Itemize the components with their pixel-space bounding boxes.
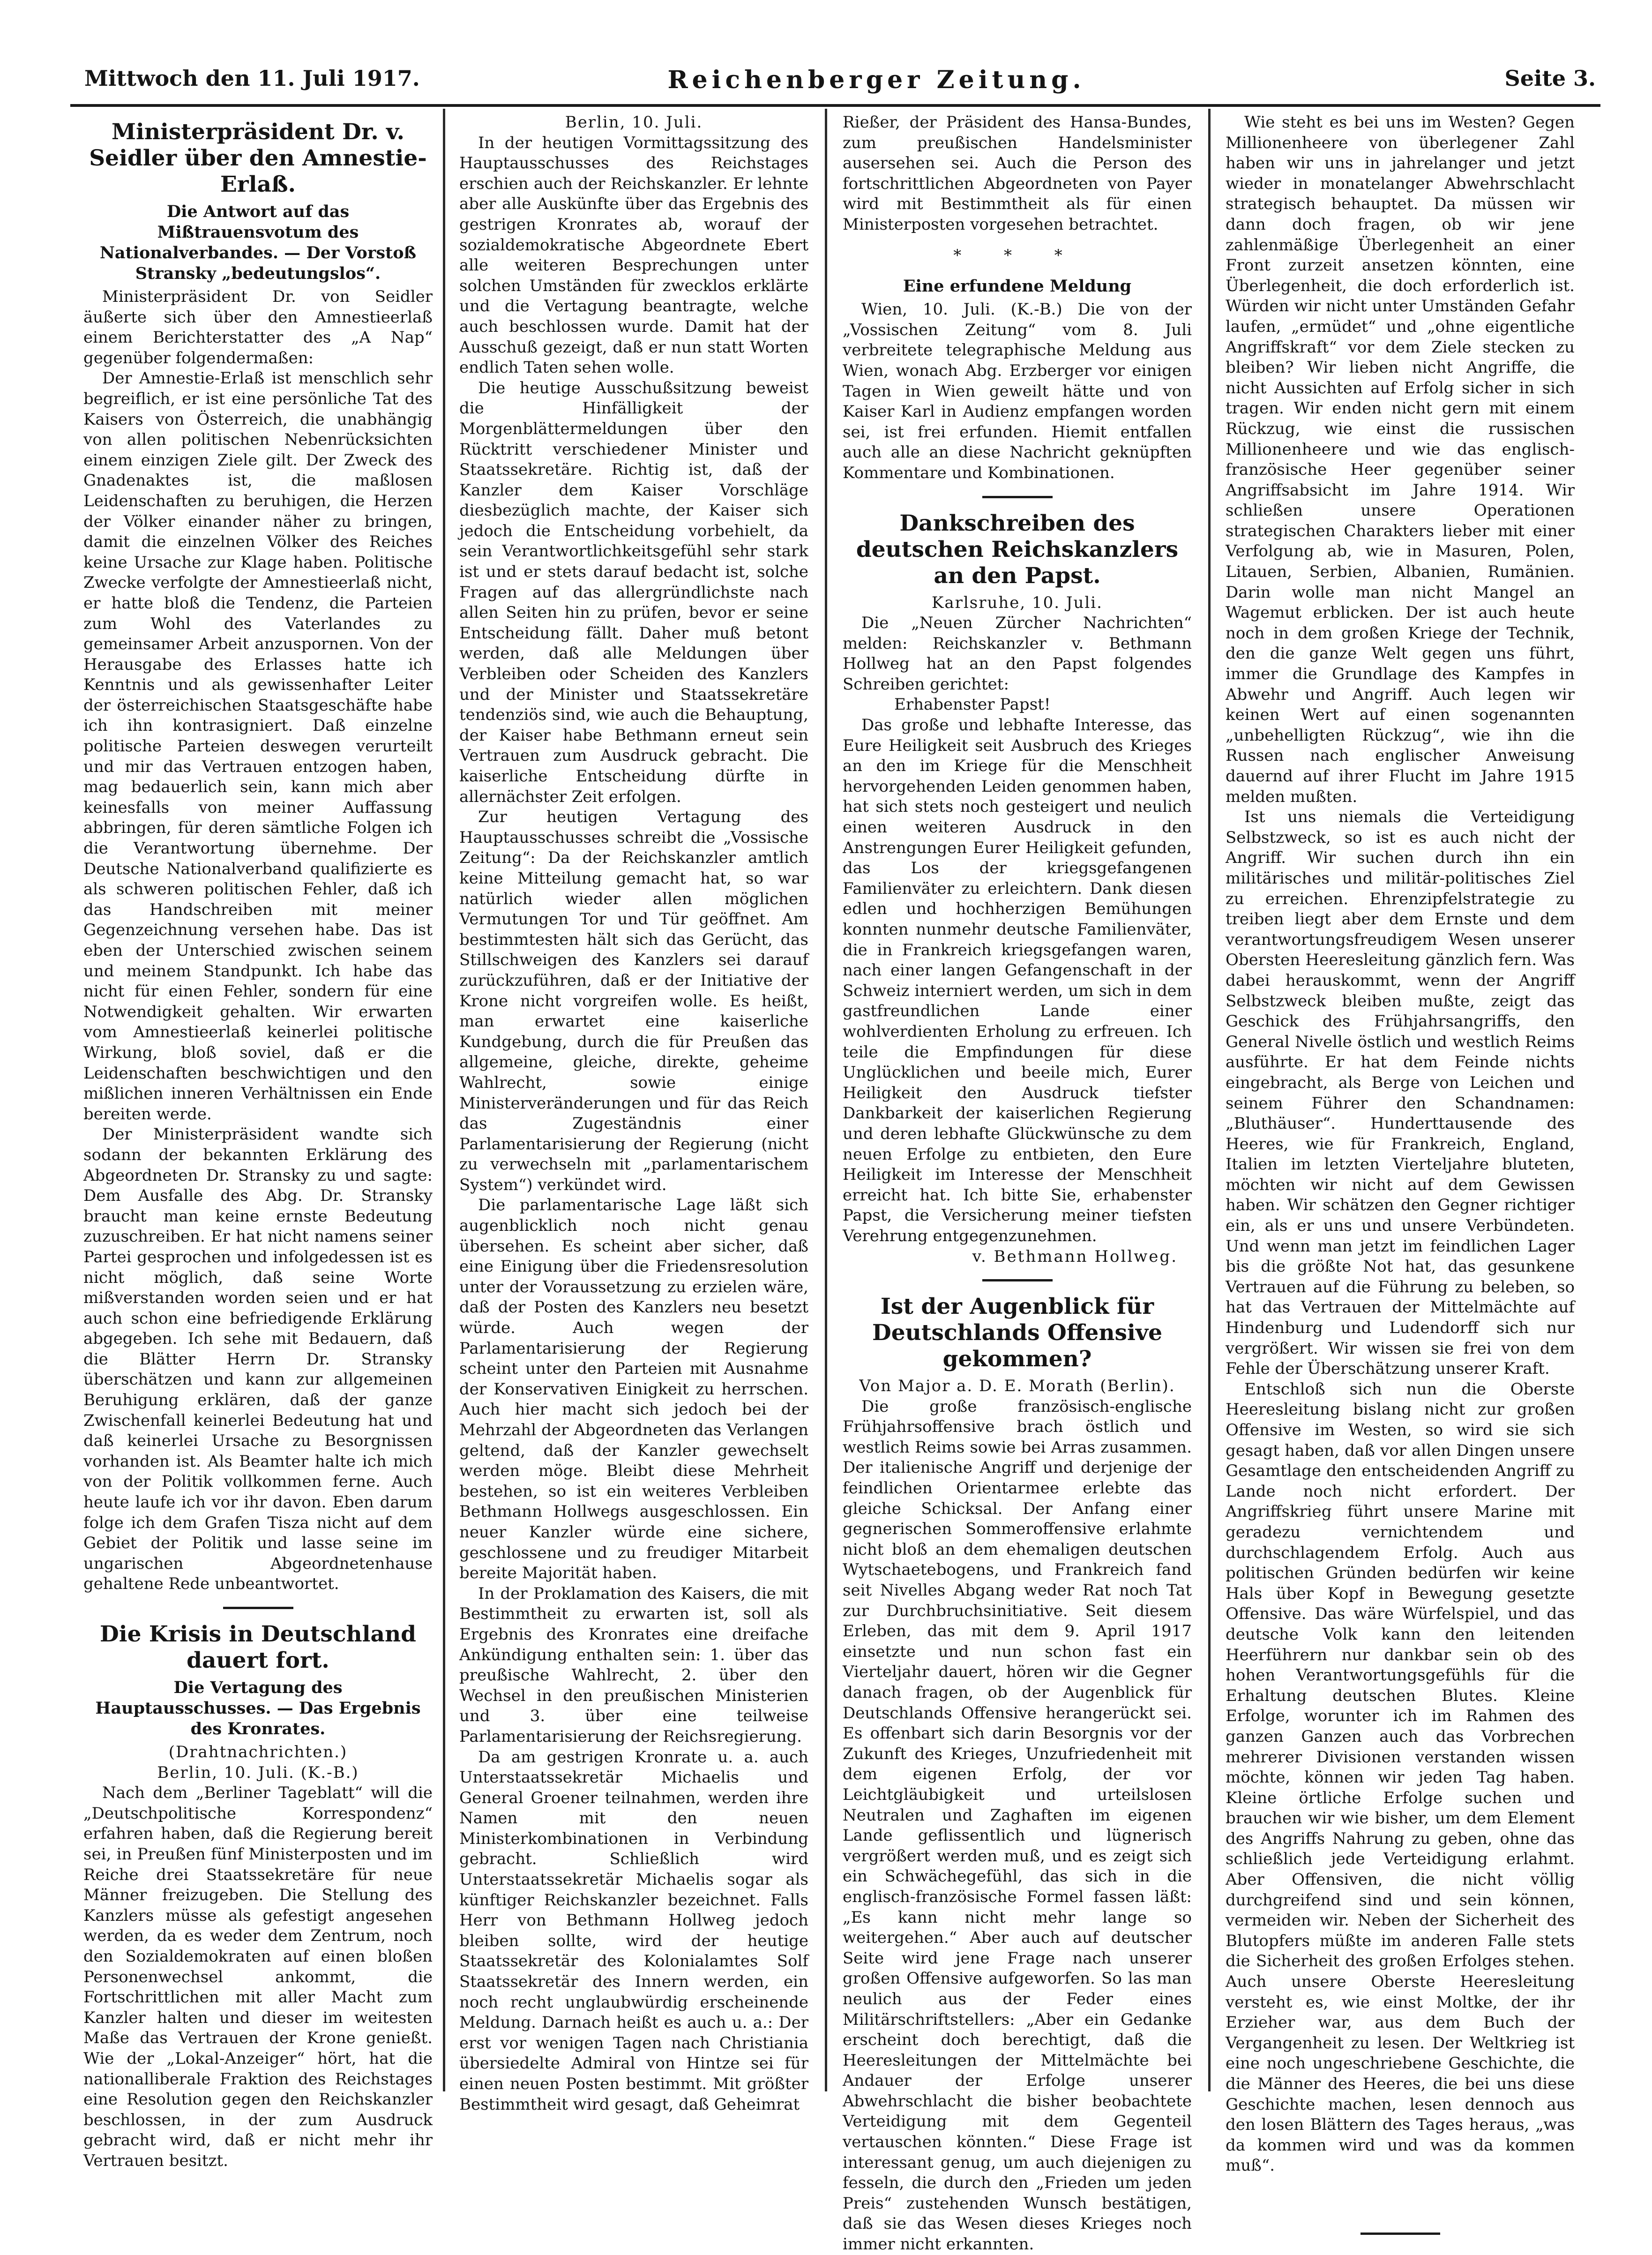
section-stars: * * * <box>953 246 1081 265</box>
masthead <box>70 66 1600 108</box>
article-paragraph: In der heutigen Vormittagssitzung des Hauptausschusses des Reichstages erschien auch der Reichskanzler. Er lehnte aber alle Auskünfte über das Ergebnis des gestrigen Kronrates ab, worauf der sozialdemokratische Abgeordnete Ebert alle weiteren Besprechungen unter solchen Umständen für zwecklos erklärte und die Vertagung beantragte, welche auch beschlossen wurde. Damit hat der Ausschuß gezeigt, daß er nun statt Worten endlich Taten sehen wolle. <box>459 133 808 377</box>
article-headline: Die Krisis in Deutschland dauert fort. <box>99 1621 416 1673</box>
article-paragraph: Die „Neuen Zürcher Nachrichten“ melden: Reichskanzler v. Bethmann Hollweg hat an den Papst folgendes Schreiben gerichtet: <box>843 614 1192 694</box>
article-headline: Dankschreiben des deutschen Reichskanzlers an den Papst. <box>856 510 1179 589</box>
article-paragraph: Der Amnestie-Erlaß ist menschlich sehr begreiflich, er ist eine persönliche Tat des Kaisers von Österreich, die unabhängig von allen politischen Nebenrücksichten einem einzigen Ziele gilt. Der Zweck des Gnadenaktes ist, die maßlosen Leidenschaften zu beruhigen, die Herzen der Völker einander näher zu bringen, damit die einzelnen Völker des Reiches keine Ursache zur Klage haben. Politische Zwecke verfolgte der Amnestieerlaß nicht, er hatte bloß die Tendenz, die Parteien zum Wohl des Vaterlandes zu gemeinsamer Arbeit anzuspornen. Von der Herausgabe des Erlasses hatte ich Kenntnis und als gewissenhafter Leiter der österreichischen Staatsgeschäfte habe ich ihn kontrasigniert. Daß einzelne politische Parteien deswegen verurteilt und mir das Vertrauen entzogen haben, mag bedauerlich sein, kann mich aber keinesfalls von meiner Auffassung abbringen, für deren sämtliche Folgen ich die Verantwortung übernehme. Der Deutsche Nationalverband qualifizierte es als schweren politischen Fehler, daß ich das Handschreiben mit meiner Gegenzeichnung versehen habe. Das ist eben der Unterschied zwischen seinem und meinem Standpunkt. Ich habe das nicht für einen Fehler, sondern für eine Notwendigkeit gehalten. Wir erwarten vom Amnestieerlaß keinerlei politische Wirkung, bloß soviel, daß er die Leidenschaften beschwichtigen und den mißlichen inneren Verhältnissen ein Ende bereiten werde. <box>83 369 433 1124</box>
issue-date: Mittwoch den 11. Juli 1917. <box>84 66 420 91</box>
article-separator <box>982 1279 1053 1281</box>
article-end-rule <box>1360 2233 1440 2235</box>
article-paragraph: Die parlamentarische Lage läßt sich augenblicklich noch nicht genau übersehen. Es scheint aber sicher, daß eine Einigung über die Friedensresolution unter der Voraussetzung zu erzielen wäre, daß der Posten des Kanzlers neu besetzt würde. Auch wegen der Parlamentarisierung der Regierung scheint unter den Parteien mit Ausnahme der Konservativen Einigkeit zu herrschen. Auch hier macht sich jedoch bei der Mehrzahl der Abgeordneten das Verlangen geltend, daß der Kanzler gewechselt werden möge. Bleibt diese Mehrheit bestehen, so ist ein weiteres Verbleiben Bethmann Hollwegs ausgeschlossen. Ein neuer Kanzler würde eine sichere, geschlossene und zu freudiger Mitarbeit bereite Majorität haben. <box>459 1196 808 1583</box>
article-paragraph: Wie steht es bei uns im Westen? Gegen Millionenheere von überlegener Zahl haben wir uns in jahrelanger und jetzt wieder in monatelanger Abwehrschlacht strategisch behauptet. Da müssen wir dann doch fragen, ob wir jene zahlenmäßige Überlegenheit an einer Front zurzeit ansetzen könnten, eine Überlegenheit, die doch erforderlich ist. Würden wir nicht unter Umständen Gefahr laufen, „ermüdet“ und „ohne eigentliche Angriffskraft“ vor dem Ziele stecken zu bleiben? Wir lieben nicht Angriffe, die nicht Aussichten auf Erfolg sicher in sich tragen. Wir enden nicht gern mit einem Rückzug, wie einst die russischen Millionenheere und wie das englisch-französische Heer gegenüber seiner Angriffsabsicht im Jahre 1914. Wir schließen unsere Operationen strategischen Charakters lieber mit einer Verfolgung ab, wie in Masuren, Polen, Litauen, Serbien, Albanien, Rumänien. Darin wolle man nicht Mangel an Wagemut erblicken. Der ist auch heute noch in dem großen Kriege der Technik, den die ganze Welt gegen uns führt, immer die Grundlage des Kampfes in Abwehr und Angriff. Auch legen wir keinen Wert auf einen sogenannten „unbehelligten Rückzug“, wie ihn die Russen nach englischer Anweisung dauernd auf ihrer Flucht im Jahre 1915 melden mußten. <box>1226 113 1575 806</box>
article-paragraph: Wien, 10. Juli. (K.-B.) Die von der „Vossischen Zeitung“ vom 8. Juli verbreitete telegraphische Meldung aus Wien, wonach Abg. Erzberger vor einigen Tagen in Wien geweilt hätte und von Kaiser Karl in Audienz empfangen worden sei, ist frei erfunden. Hiemit entfallen auch alle an diese Nachricht geknüpften Kommentare und Kombinationen. <box>843 300 1192 482</box>
article-separator <box>982 496 1053 498</box>
article-subheadline: Die Antwort auf das Mißtrauensvotum des Nationalverbandes. — Der Vorstoß Stransky „bedeutungslos“. <box>99 202 417 283</box>
article-paragraph: Das große und lebhafte Interesse, das Eure Heiligkeit seit Ausbruch des Krieges an den im Kriege für die Menschheit hervorgehenden Leiden genommen haben, hat sich stets noch gesteigert und neulich einen weiteren Ausdruck in den Anstrengungen Eurer Heiligkeit gefunden, das Los der kriegsgefangenen Familienväter zu erleichtern. Dank diesen edlen und hochherzigen Bemühungen konnten nunmehr deutsche Familienväter, die in Frankreich kriegsgefangen waren, nach einer langen Gefangenschaft in der Schweiz interniert werden, um sich in dem gastfreundlichen Lande einer wohlverdienten Erholung zu erfreuen. Ich teile die Empfindungen für diese Unglücklichen und beeile mich, Eurer Heiligkeit den Ausdruck tiefster Dankbarkeit der kaiserlichen Regierung und deren lebhafte Glückwünsche zu dem neuen Erfolge zu entbieten, den Eure Heiligkeit im Interesse der Menschheit erreicht hat. Ich bitte Sie, erhabenster Papst, die Versicherung meiner tiefsten Verehrung entgegenzunehmen. <box>843 716 1192 1245</box>
wire-note: (Drahtnachrichten.) <box>168 1743 348 1761</box>
letter-signature: v. Bethmann Hollweg. <box>972 1247 1178 1266</box>
column-divider <box>825 109 827 2091</box>
page-number: Seite 3. <box>1504 66 1596 91</box>
article-paragraph: Die große französisch-englische Frühjahrsoffensive brach östlich und westlich Reims sowie bei Arras zusammen. Der italienische Angriff und derjenige der feindlichen Orientarmee erlebte das gleiche Schicksal. Der Anfang einer gegnerischen Sommeroffensive erlahmte nicht bloß an dem ehemaligen deutschen Wytschaetebogens, und Frankreich fand seit Nivelles Abgang weder Rat noch Tat zur Durchbruchsinitiative. Seit diesem Erleben, das mit dem 9. April 1917 einsetzte und nun schon fast ein Vierteljahr dauert, hören wir die Gegner danach fragen, ob der Augenblick für Deutschlands Offensive herangerückt sei. Es offenbart sich darin Besorgnis vor der Zukunft des Krieges, Unzufriedenheit mit dem eigenen Erfolg, der vor Leichtgläubigkeit und urteilslosen Neutralen und Zaghaften im eigenen Lande geflissentlich und lügnerisch vergrößert werden muß, und es zeigt sich ein Schwächegefühl, das sich in die englisch-französische Formel fassen läßt: „Es kann nicht mehr lange so weitergehen.“ Aber auch auf deutscher Seite wird jene Frage nach unserer großen Offensive aufgeworfen. So las man neulich aus der Feder eines Militärschriftstellers: „Aber ein Gedanke erscheint doch berechtigt, daß die Heeresleitungen der Mittelmächte bei Andauer der Erfolge unserer Abwehrschlacht die bisher beobachtete Verteidigung mit dem Gegenteil vertauschen könnten.“ Diese Frage ist interessant genug, um auch diejenigen zu fesseln, die durch den „Frieden um jeden Preis“ zustehenden Wunsch bestätigen, daß sie das Wesen dieses Krieges noch immer nicht erkannten. <box>843 1397 1192 2254</box>
article-headline: Ist der Augenblick für Deutschlands Offensive gekommen? <box>872 1294 1163 1372</box>
article-headline: Ministerpräsident Dr. v. Seidler über den Amnestie-Erlaß. <box>89 119 427 197</box>
article-paragraph: Ministerpräsident Dr. von Seidler äußerte sich über den Amnestieerlaß einem Berichterstatter des „A Nap“ gegenüber folgendermaßen: <box>83 287 433 367</box>
article-paragraph: Da am gestrigen Kronrate u. a. auch Unterstaatssekretär Michaelis und General Groener teilnahmen, werden ihre Namen mit den neuen Ministerkombinationen in Verbindung gebracht. Schließlich wird Unterstaatssekretär Michaelis sogar als künftiger Reichskanzler bezeichnet. Falls Herr von Bethmann Hollweg jedoch bleiben sollte, wird der heutige Staatssekretär des Kolonialamtes Solf Staatssekretär des Innern werden, ein noch recht unglaubwürdig erscheinende Meldung. Darnach heißt es auch u. a.: Der erst vor wenigen Tagen nach Christiania übersiedelte Admiral von Hintze sei für einen neuen Posten bestimmt. Mit größter Bestimmtheit wird gesagt, daß Geheimrat <box>459 1747 808 2114</box>
column-3 <box>843 112 1192 2255</box>
article-author: Von Major a. D. E. Morath (Berlin). <box>859 1377 1175 1396</box>
newspaper-title: Reichenberger Zeitung. <box>667 66 1085 94</box>
column-divider <box>1208 109 1211 2091</box>
article-subheadline: Eine erfundene Meldung <box>903 277 1132 296</box>
article-paragraph: Nach dem „Berliner Tageblatt“ will die „Deutschpolitische Korrespondenz“ erfahren haben, daß die Regierung bereit sei, in Preußen fünf Ministerposten und im Reiche drei Staatssekretäre für neue Männer freizugeben. Die Stellung des Kanzlers müsse als gefestigt angesehen werden, da es weder dem Zentrum, noch den Sozialdemokraten auf einen bloßen Personenwechsel ankommt, die Fortschrittlichen mit aller Macht zum Kanzler halten und dieser im weitesten Maße das Vertrauen der Krone genießt. Wie der „Lokal-Anzeiger“ hört, hat die nationalliberale Fraktion des Reichstages eine Resolution gegen den Reichskanzler beschlossen, in der zum Ausdruck gebracht wird, daß er nicht mehr ihr Vertrauen besitzt. <box>83 1783 433 2170</box>
column-divider <box>443 109 445 2091</box>
article-paragraph: Rießer, der Präsident des Hansa-Bundes, zum preußischen Handelsminister ausersehen sei. Auch die Person des fortschrittlichen Abgeordneten von Payer wird mit Bestimmtheit als für einen Ministerposten vorgesehen betrachtet. <box>843 113 1192 234</box>
article-paragraph: Zur heutigen Vertagung des Hauptausschusses schreibt die „Vossische Zeitung“: Da der Reichskanzler amtlich keine Mitteilung gemacht hat, so war natürlich wieder allen möglichen Vermutungen Tor und Tür geöffnet. Am bestimmtesten hält sich das Gerücht, das Stillschweigen des Kanzlers sei darauf zurückzuführen, daß er der Initiative der Krone nicht vorgreifen wolle. Es heißt, man erwartet eine kaiserliche Kundgebung, durch die für Preußen das allgemeine, gleiche, direkte, geheime Wahlrecht, sowie einige Ministerveränderungen und für das Reich das Zugeständnis einer Parlamentarisierung der Regierung (nicht zu verwechseln mit „parlamentarischem System“) verkündet wird. <box>459 808 808 1194</box>
article-paragraph: Ist uns niemals die Verteidigung Selbstzweck, so ist es auch nicht der Angriff. Wir suchen durch ihn ein militärisches und militär-politisches Ziel zu erreichen. Ehrenzipfelstrategie zu treiben liegt aber dem Ernste und dem verantwortungsfreudigem Wesen unserer Obersten Heeresleitung gänzlich fern. Was dabei herauskommt, wenn der Angriff Selbstzweck bleiben mußte, zeigt das Geschick des Frühjahrsangriffs, den General Nivelle östlich und westlich Reims ausführte. Er hat dem Feinde nichts eingebracht, als Berge von Leichen und seinem Führer den Schandnamen: „Bluthäuser“. Hunderttausende des Heeres, wie für Frankreich, England, Italien im letzten Vierteljahre bluteten, möchten wir nicht auf dem Gewissen haben. Wir schätzen den Gegner richtiger ein, als er uns und unsere Verbündeten. Und wenn man jetzt im feindlichen Lager bis die größte Not hat, das gesunkene Vertrauen auf die Führung zu beleben, so hat das Vertrauen der Mittelmächte auf Hindenburg und Ludendorff sich nur vergrößert. Wir wissen sie frei von dem Fehle der Überschätzung unserer Kraft. <box>1226 808 1575 1378</box>
letter-salutation: Erhabenster Papst! <box>894 695 1051 714</box>
article-paragraph: Die heutige Ausschußsitzung beweist die Hinfälligkeit der Morgenblättermeldungen über den Rücktritt verschiedener Minister und Staatssekretäre. Richtig ist, daß der Kanzler dem Kaiser Vorschläge diesbezüglich machte, der Kaiser sich jedoch die Entscheidung vorbehielt, da sein Verantwortlichkeitsgefühl sehr stark ist und er stets darauf bedacht ist, solche Fragen auf das allergründlichste nach allen Seiten hin zu prüfen, bevor er seine Entscheidung fällt. Daher muß betont werden, daß alle Meldungen über Verbleiben oder Scheiden des Kanzlers und der Minister und Staatssekretäre tendenziös sind, wie auch die Behauptung, der Kaiser habe Bethmann erneut sein Vertrauen zum Ausdruck gebracht. Die kaiserliche Entscheidung dürfte in allernächster Zeit erfolgen. <box>459 378 808 806</box>
column-1 <box>83 112 433 2171</box>
column-2 <box>459 112 808 2115</box>
article-paragraph: Der Ministerpräsident wandte sich sodann der bekannten Erklärung des Abgeordneten Dr. Stransky zu und sagte: Dem Ausfalle des Abg. Dr. Stransky braucht man keine ernste Bedeutung zuzuschreiben. Er hat nicht namens seiner Partei gesprochen und infolgedessen ist es nicht möglich, daß seine Worte mißverstanden worden seien und er hat auch schon eine befriedigende Erklärung abgegeben. Ich sehe mit Bedauern, daß die Blätter Herrn Dr. Stransky überschätzen und kann zur allgemeinen Beruhigung erklären, daß der ganze Zwischenfall keinerlei Bedeutung hat und daß keinerlei Ursache zu Besorgnissen vorhanden ist. Als Beamter halte ich mich von der Politik vollkommen ferne. Auch heute laufe ich vor ihr davon. Eben darum folge ich dem Grafen Tisza nicht auf dem Gebiet der Politik und lasse seine im ungarischen Abgeordnetenhause gehaltene Rede unbeantwortet. <box>83 1125 433 1594</box>
masthead-rule <box>70 104 1600 107</box>
dateline: Berlin, 10. Juli. (K.-B.) <box>157 1763 359 1782</box>
dateline: Karlsruhe, 10. Juli. <box>932 593 1103 612</box>
article-paragraph: Entschloß sich nun die Oberste Heeresleitung bislang nicht zur großen Offensive im Westen, so wird sie sich gesagt haben, daß vor allen Dingen unsere Gesamtlage den entscheidenden Angriff zu Lande noch nicht erfordert. Der Angriffskrieg führt unsere Marine mit geradezu vernichtendem und durchschlagendem Erfolg. Auch aus politischen Gründen bedürfen wir keine Hals über Kopf in Bewegung gesetzte Offensive. Das wäre Würfelspiel, und das deutsche Volk kann den leitenden Heerführern nur dankbar sein ob des hohen Verantwortungsgefühls für die Erhaltung deutschen Blutes. Kleine Erfolge, worunter ich im Rahmen des ganzen Ganzen auch das Vorbrechen mehrerer Divisionen verstanden wissen möchte, können wir jeden Tag haben. Kleine örtliche Erfolge suchen und brauchen wir wie bisher, um dem Element des Angriffs Nahrung zu geben, ohne das schließlich jede Verteidigung erlahmt. Aber Offensiven, die nicht völlig durchgreifend sind und sein können, vermeiden wir. Neben der Sicherheit des Blutopfers müßte im anderen Falle stets die Sicherheit des großen Erfolges stehen. Auch unsere Oberste Heeresleitung versteht es, wie einst Moltke, der ihr Erzieher war, aus dem Buch der Vergangenheit zu lesen. Der Weltkrieg ist eine noch ungeschriebene Geschichte, die die Männer des Heeres, die bei uns diese Geschichte machen, lesen dennoch aus den losen Blättern des Tages heraus, „was da kommen wird und was da kommen muß“. <box>1226 1379 1575 2175</box>
column-4 <box>1226 112 1575 2235</box>
article-subheadline: Die Vertagung des Hauptausschusses. — Das Ergebnis des Kronrates. <box>95 1678 421 1738</box>
article-paragraph: In der Proklamation des Kaisers, die mit Bestimmtheit zu erwarten ist, soll als Ergebnis des Kronrates eine dreifache Ankündigung enthalten sein: 1. über das preußische Wahlrecht, 2. über den Wechsel in den preußischen Ministerien und 3. über eine teilweise Parlamentarisierung der Reichsregierung. <box>459 1584 808 1746</box>
article-separator <box>223 1607 293 1609</box>
dateline: Berlin, 10. Juli. <box>565 113 703 132</box>
